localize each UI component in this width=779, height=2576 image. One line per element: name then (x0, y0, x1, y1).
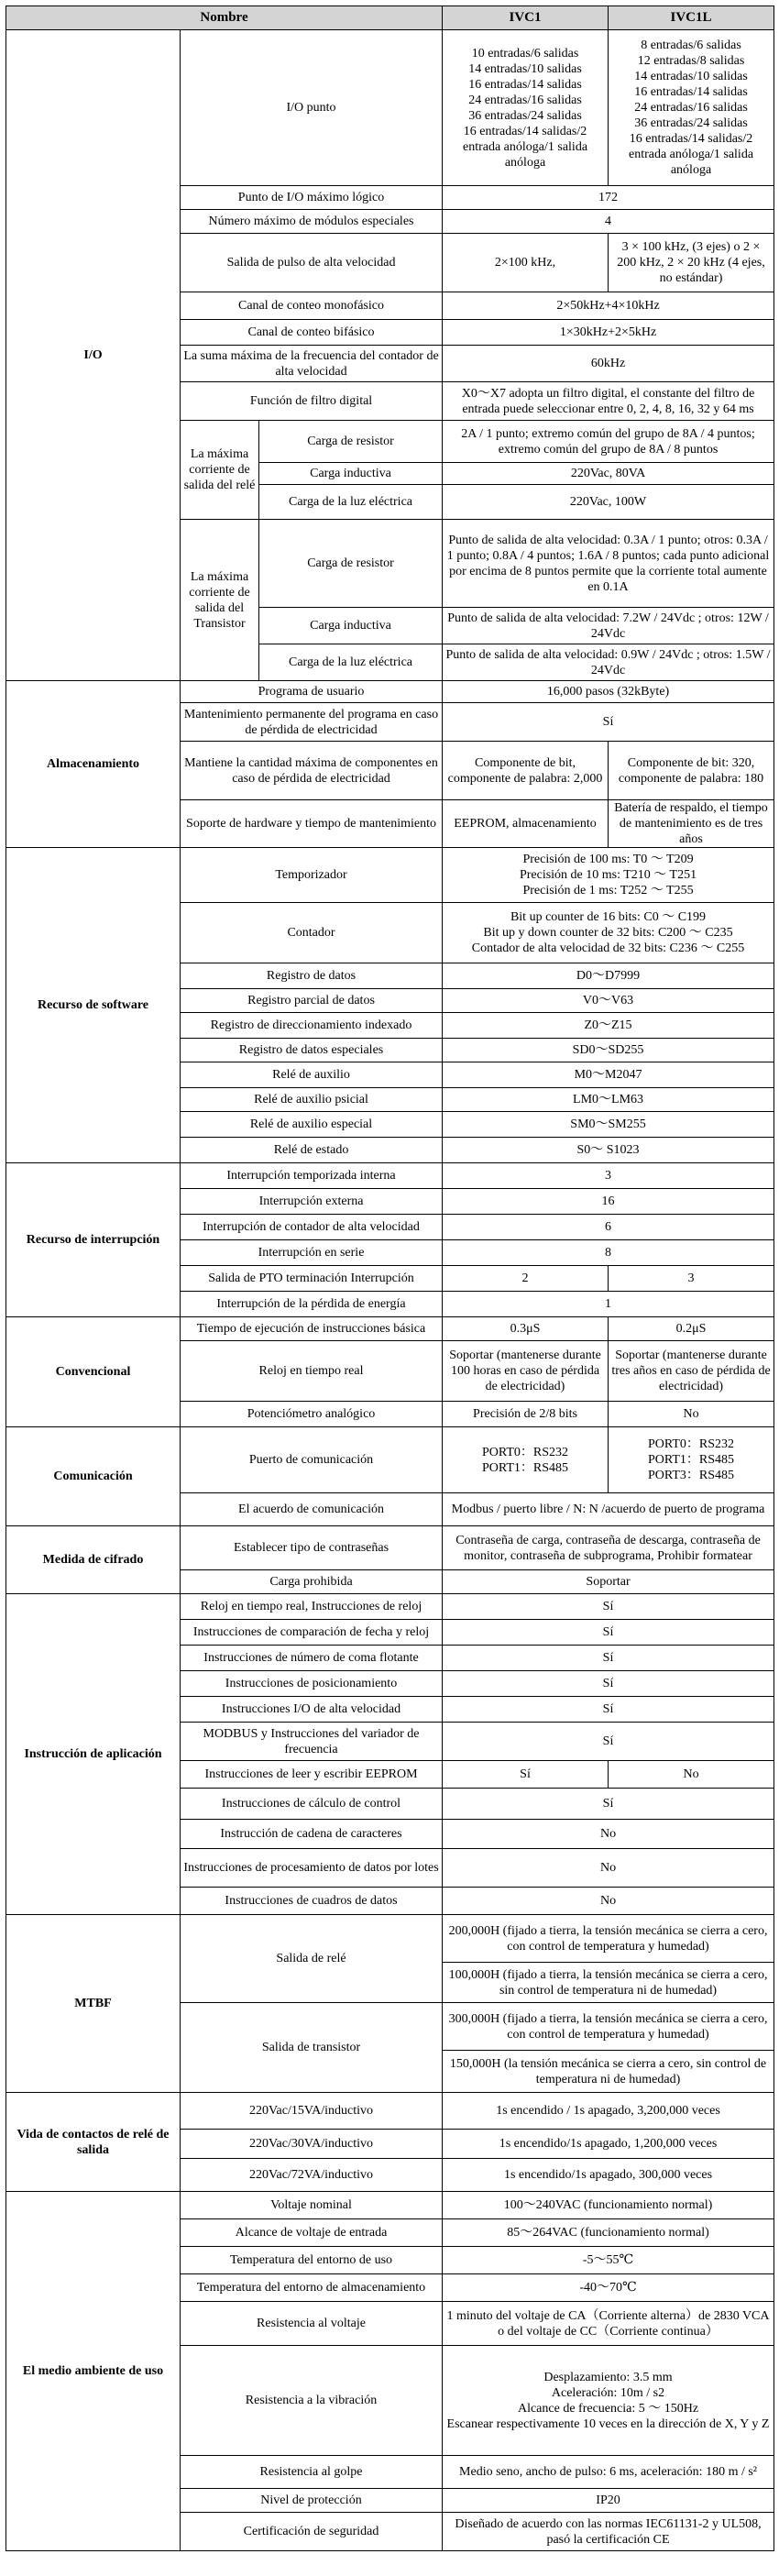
row-value: 100,000H (fijado a tierra, la tensión mecánica se cierra a cero, sin control de temperatura ni de humedad) (443, 1963, 774, 2003)
row-value: 85～264VAC (funcionamiento normal) (443, 2219, 774, 2247)
row-value: 3 (443, 1163, 774, 1189)
row-label: Instrucciones de número de coma flotante (181, 1646, 443, 1671)
row-value: 16,000 pasos (32kByte) (443, 681, 774, 703)
row-label: Relé de auxilio psicial (181, 1088, 443, 1112)
row-label: Temperatura del entorno de almacenamiento (181, 2274, 443, 2302)
row-label: Número máximo de módulos especiales (181, 210, 443, 234)
row-label: Punto de I/O máximo lógico (181, 186, 443, 210)
row-value: 300,000H (fijado a tierra, la tensión mecánica se cierra a cero, con control de temperatura y humedad) (443, 2003, 774, 2051)
row-label: Salida de pulso de alta velocidad (181, 234, 443, 292)
row-label: Reloj en tiempo real (181, 1341, 443, 1402)
row-value: 172 (443, 186, 774, 210)
row-label: Instrucciones I/O de alta velocidad (181, 1697, 443, 1723)
row-value: 1s encendido/1s apagado, 300,000 veces (443, 2159, 774, 2192)
row-label: Interrupción de contador de alta velocidad (181, 1215, 443, 1240)
row-value-ivc1: 2 (443, 1266, 609, 1292)
row-label: Temperatura del entorno de uso (181, 2247, 443, 2274)
row-label: Relé de auxilio (181, 1062, 443, 1088)
row-label: Interrupción externa (181, 1189, 443, 1215)
row-value: Desplazamiento: 3.5 mm Aceleración: 10m / s2 Alcance de frecuencia: 5 ～ 150Hz Escanear respectivamente 10 veces en la dirección de X, Y y Z (443, 2346, 774, 2456)
row-label: Voltaje nominal (181, 2192, 443, 2219)
row-value: 1 minuto del voltaje de CA（Corriente alterna）de 2830 VCA o del voltaje de CC（Corriente continua） (443, 2302, 774, 2346)
row-value: 60kHz (443, 346, 774, 382)
row-label: 220Vac/72VA/inductivo (181, 2159, 443, 2192)
row-value: No (443, 1849, 774, 1888)
row-value-ivc1l: PORT0：RS232 PORT1：RS485 PORT3：RS485 (609, 1427, 774, 1493)
row-label: Canal de conteo bifásico (181, 320, 443, 346)
row-label: Salida de PTO terminación Interrupción (181, 1266, 443, 1292)
row-label: Temporizador (181, 848, 443, 903)
row-label: Reloj en tiempo real, Instrucciones de reloj (181, 1594, 443, 1620)
row-value-ivc1: PORT0：RS232 PORT1：RS485 (443, 1427, 609, 1493)
row-label: Establecer tipo de contraseñas (181, 1526, 443, 1570)
row-label: Nivel de protección (181, 2489, 443, 2513)
row-value: Sí (443, 1620, 774, 1646)
row-value-ivc1: EEPROM, almacenamiento (443, 800, 609, 848)
row-value: SD0～SD255 (443, 1039, 774, 1062)
row-value: Sí (443, 1723, 774, 1761)
row-value-ivc1l: Componente de bit: 320, componente de palabra: 180 (609, 742, 774, 800)
row-sub-label: Carga de resistor (259, 520, 443, 608)
row-value: 2×50kHz+4×10kHz (443, 292, 774, 320)
row-label: Instrucciones de cálculo de control (181, 1789, 443, 1820)
row-label: Registro de datos especiales (181, 1039, 443, 1062)
row-group-label: Salida de transistor (181, 2003, 443, 2093)
row-label: Instrucciones de cuadros de datos (181, 1888, 443, 1915)
row-value: 1s encendido/1s apagado, 1,200,000 veces (443, 2130, 774, 2159)
row-label: El acuerdo de comunicación (181, 1493, 443, 1526)
row-value: IP20 (443, 2489, 774, 2513)
row-value-ivc1l: 0.2μS (609, 1317, 774, 1341)
row-value: Punto de salida de alta velocidad: 7.2W / 24Vdc ; otros: 12W / 24Vdc (443, 608, 774, 644)
row-value-ivc1l: 3 × 100 kHz, (3 ejes) o 2 × 200 kHz, 2 × 20 kHz (4 ejes, no estándar) (609, 234, 774, 292)
row-label: Puerto de comunicación (181, 1427, 443, 1493)
row-value: S0～ S1023 (443, 1138, 774, 1163)
row-label: Resistencia al voltaje (181, 2302, 443, 2346)
row-label: Interrupción de la pérdida de energía (181, 1292, 443, 1317)
row-value: Punto de salida de alta velocidad: 0.9W / 24Vdc ; otros: 1.5W / 24Vdc (443, 644, 774, 681)
section-name: MTBF (6, 1915, 181, 2093)
row-value: Soportar (443, 1570, 774, 1594)
row-value-ivc1: 10 entradas/6 salidas 14 entradas/10 salidas 16 entradas/14 salidas 24 entradas/16 salidas 36 entradas/24 salidas 16 entradas/14 salidas/2 entrada anóloga/1 salida anóloga (443, 30, 609, 186)
table-row (6, 2192, 774, 2219)
row-label: Canal de conteo monofásico (181, 292, 443, 320)
row-value: 100～240VAC (funcionamiento normal) (443, 2192, 774, 2219)
row-label: Mantenimiento permanente del programa en caso de pérdida de electricidad (181, 703, 443, 742)
row-value-ivc1: Precisión de 2/8 bits (443, 1402, 609, 1427)
row-label: Resistencia al golpe (181, 2456, 443, 2489)
row-value: 220Vac, 100W (443, 485, 774, 520)
row-label: Potenciómetro analógico (181, 1402, 443, 1427)
row-label: Programa de usuario (181, 681, 443, 703)
row-label: La suma máxima de la frecuencia del contador de alta velocidad (181, 346, 443, 382)
row-label: Relé de auxilio especial (181, 1112, 443, 1138)
row-value-ivc1l: 3 (609, 1266, 774, 1292)
row-value: Sí (443, 1594, 774, 1620)
row-value: 220Vac, 80VA (443, 463, 774, 485)
row-value: 8 (443, 1240, 774, 1266)
row-group-label: Salida de relé (181, 1915, 443, 2003)
row-value: 6 (443, 1215, 774, 1240)
row-label: Carga prohibida (181, 1570, 443, 1594)
table-row (6, 30, 774, 186)
specifications-table (5, 6, 774, 2551)
row-label: Instrucción de cadena de caracteres (181, 1820, 443, 1849)
row-label: Función de filtro digital (181, 382, 443, 421)
row-label: Mantiene la cantidad máxima de componentes en caso de pérdida de electricidad (181, 742, 443, 800)
row-value: Medio seno, ancho de pulso: 6 ms, aceleración: 180 m / s² (443, 2456, 774, 2489)
section-name: El medio ambiente de uso (6, 2192, 181, 2551)
section-name: Instrucción de aplicación (6, 1594, 181, 1915)
section-name: Medida de cifrado (6, 1526, 181, 1594)
row-sub-label: Carga de resistor (259, 421, 443, 463)
table-row (6, 1915, 774, 1963)
section-name: Recurso de software (6, 848, 181, 1163)
row-value: 1 (443, 1292, 774, 1317)
row-sub-label: Carga de la luz eléctrica (259, 485, 443, 520)
row-value-ivc1l: No (609, 1761, 774, 1789)
section-name: Convencional (6, 1317, 181, 1427)
row-value: M0～M2047 (443, 1062, 774, 1088)
row-value-ivc1l: Batería de respaldo, el tiempo de mantenimiento es de tres años (609, 800, 774, 848)
table-row (6, 1427, 774, 1493)
section-name: Comunicación (6, 1427, 181, 1526)
table-row (6, 1163, 774, 1189)
section-name: Recurso de interrupción (6, 1163, 181, 1317)
row-value: Sí (443, 1697, 774, 1723)
table-row (6, 681, 774, 703)
row-value: 2A / 1 punto; extremo común del grupo de 8A / 4 puntos; extremo común del grupo de 8A / 8 puntos (443, 421, 774, 463)
row-value: 1×30kHz+2×5kHz (443, 320, 774, 346)
row-label: I/O punto (181, 30, 443, 186)
header-ivc1l: IVC1L (609, 6, 774, 30)
row-label: 220Vac/30VA/inductivo (181, 2130, 443, 2159)
row-value-ivc1: 0.3μS (443, 1317, 609, 1341)
row-value: Precisión de 100 ms: T0 ～ T209 Precisión de 10 ms: T210 ～ T251 Precisión de 1 ms: T252 ～ T255 (443, 848, 774, 903)
row-label: Contador (181, 903, 443, 963)
section-name: I/O (6, 30, 181, 681)
row-value: -40～70℃ (443, 2274, 774, 2302)
row-sub-label: Carga inductiva (259, 463, 443, 485)
row-value-ivc1l: Soportar (mantenerse durante tres años en caso de pérdida de electricidad) (609, 1341, 774, 1402)
row-value: Z0～Z15 (443, 1013, 774, 1039)
row-label: Alcance de voltaje de entrada (181, 2219, 443, 2247)
row-value: Bit up counter de 16 bits: C0 ～ C199 Bit up y down counter de 32 bits: C200 ～ C235 Contador de alta velocidad de 32 bits: C236 ～ C255 (443, 903, 774, 963)
row-label: Instrucciones de procesamiento de datos por lotes (181, 1849, 443, 1888)
table-row (6, 1594, 774, 1620)
row-label: Interrupción temporizada interna (181, 1163, 443, 1189)
row-value: 16 (443, 1189, 774, 1215)
row-label: MODBUS y Instrucciones del variador de frecuencia (181, 1723, 443, 1761)
row-label: Instrucciones de leer y escribir EEPROM (181, 1761, 443, 1789)
header-nombre: Nombre (6, 6, 443, 30)
row-sub-label: Carga de la luz eléctrica (259, 644, 443, 681)
row-value: Punto de salida de alta velocidad: 0.3A / 1 punto; otros: 0.3A / 1 punto; 0.8A / 4 puntos; 1.6A / 8 puntos; cada punto adicional por encima de 8 puntos permite que la corriente total aumente en 0.1A (443, 520, 774, 608)
row-label: Registro de direccionamiento indexado (181, 1013, 443, 1039)
row-value-ivc1l: No (609, 1402, 774, 1427)
row-value: Sí (443, 703, 774, 742)
row-value: 150,000H (la tensión mecánica se cierra a cero, sin control de temperatura ni de humedad) (443, 2051, 774, 2093)
table-row (6, 1317, 774, 1341)
row-group-label: La máxima corriente de salida del relé (181, 421, 259, 520)
row-value: D0～D7999 (443, 963, 774, 989)
row-label: Instrucciones de posicionamiento (181, 1671, 443, 1697)
row-value: 200,000H (fijado a tierra, la tensión mecánica se cierra a cero, con control de temperatura y humedad) (443, 1915, 774, 1963)
row-label: Resistencia a la vibración (181, 2346, 443, 2456)
table-row (6, 848, 774, 903)
row-value: X0～X7 adopta un filtro digital, el constante del filtro de entrada puede seleccionar entre 0, 2, 4, 8, 16, 32 y 64 ms (443, 382, 774, 421)
row-value: V0～V63 (443, 989, 774, 1013)
row-group-label: La máxima corriente de salida del Transistor (181, 520, 259, 681)
row-sub-label: Carga inductiva (259, 608, 443, 644)
row-label: Registro parcial de datos (181, 989, 443, 1013)
row-value-ivc1l: 8 entradas/6 salidas 12 entradas/8 salidas 14 entradas/10 salidas 16 entradas/14 salidas 24 entradas/16 salidas 36 entradas/24 salidas 16 entradas/14 salidas/2 entrada anóloga/1 salida anóloga (609, 30, 774, 186)
section-name: Almacenamiento (6, 681, 181, 848)
row-label: Certificación de seguridad (181, 2513, 443, 2551)
row-value: -5～55℃ (443, 2247, 774, 2274)
row-label: Tiempo de ejecución de instrucciones básica (181, 1317, 443, 1341)
row-value: Sí (443, 1671, 774, 1697)
row-label: Instrucciones de comparación de fecha y reloj (181, 1620, 443, 1646)
row-value: 4 (443, 210, 774, 234)
row-value: No (443, 1820, 774, 1849)
row-value: 1s encendido / 1s apagado, 3,200,000 veces (443, 2093, 774, 2130)
row-value: No (443, 1888, 774, 1915)
section-name: Vida de contactos de relé de salida (6, 2093, 181, 2192)
row-label: Soporte de hardware y tiempo de mantenimiento (181, 800, 443, 848)
row-value: Sí (443, 1789, 774, 1820)
row-value: Diseñado de acuerdo con las normas IEC61131-2 y UL508, pasó la certificación CE (443, 2513, 774, 2551)
row-value-ivc1: Sí (443, 1761, 609, 1789)
table-row (6, 1526, 774, 1570)
row-value: SM0～SM255 (443, 1112, 774, 1138)
header-row (6, 6, 774, 30)
row-label: Interrupción en serie (181, 1240, 443, 1266)
row-label: 220Vac/15VA/inductivo (181, 2093, 443, 2130)
table-row (6, 2093, 774, 2130)
row-label: Relé de estado (181, 1138, 443, 1163)
row-value: Modbus / puerto libre / N: N /acuerdo de puerto de programa (443, 1493, 774, 1526)
row-value-ivc1: Soportar (mantenerse durante 100 horas en caso de pérdida de electricidad) (443, 1341, 609, 1402)
row-value: LM0～LM63 (443, 1088, 774, 1112)
row-value: Sí (443, 1646, 774, 1671)
header-ivc1: IVC1 (443, 6, 609, 30)
row-label: Registro de datos (181, 963, 443, 989)
row-value-ivc1: Componente de bit, componente de palabra: 2,000 (443, 742, 609, 800)
row-value: Contraseña de carga, contraseña de descarga, contraseña de monitor, contraseña de subprograma, Prohibir formatear (443, 1526, 774, 1570)
row-value-ivc1: 2×100 kHz, (443, 234, 609, 292)
